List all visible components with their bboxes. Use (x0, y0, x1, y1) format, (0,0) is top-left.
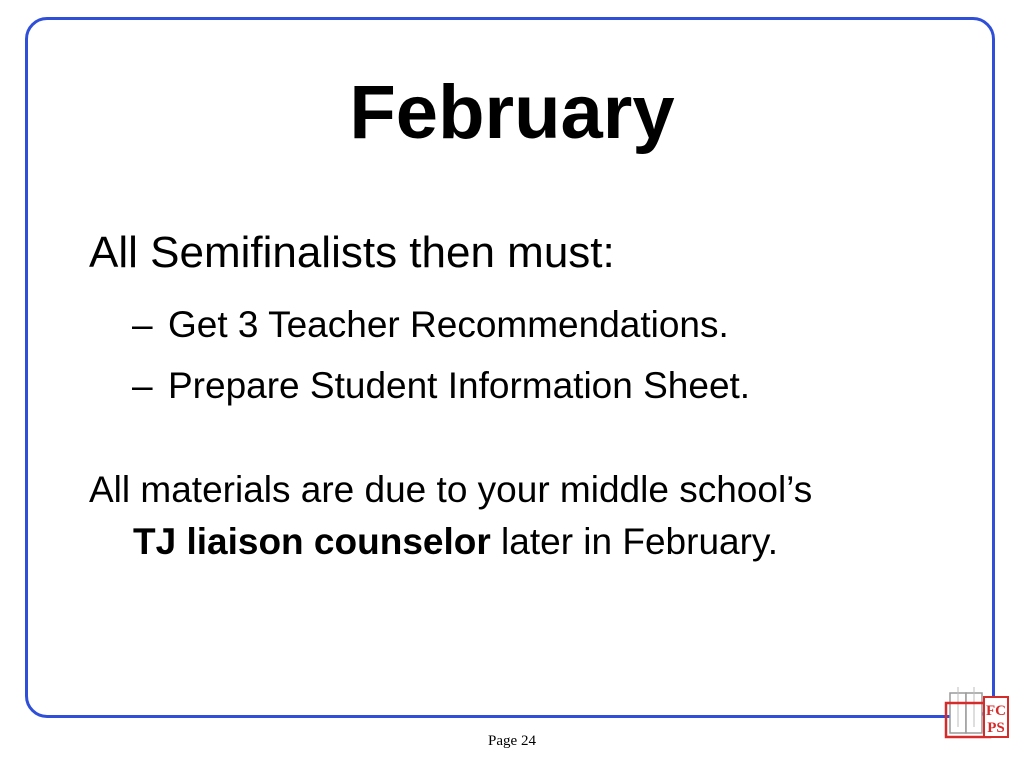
fcps-logo-icon (944, 683, 1010, 739)
svg-text:FC: FC (986, 703, 1006, 719)
svg-text:PS: PS (987, 720, 1005, 736)
due-note (89, 464, 812, 568)
due-note-line1: All materials are due to your middle school’s (89, 469, 813, 510)
bullet-text: Prepare Student Information Sheet. (168, 365, 751, 406)
due-note-emphasis: TJ liaison counselor (133, 521, 491, 562)
intro-text: All Semifinalists then must: (89, 228, 615, 277)
bullet-item (132, 363, 750, 409)
bullet-dash: – (132, 365, 153, 406)
due-note-line2 (89, 516, 812, 568)
bullet-text: Get 3 Teacher Recommendations. (168, 304, 729, 345)
slide-title: February (349, 70, 675, 155)
bullet-dash: – (132, 304, 153, 345)
bullet-item (132, 302, 729, 348)
due-note-rest: later in February. (490, 521, 778, 562)
page-number: Page 24 (488, 733, 536, 749)
